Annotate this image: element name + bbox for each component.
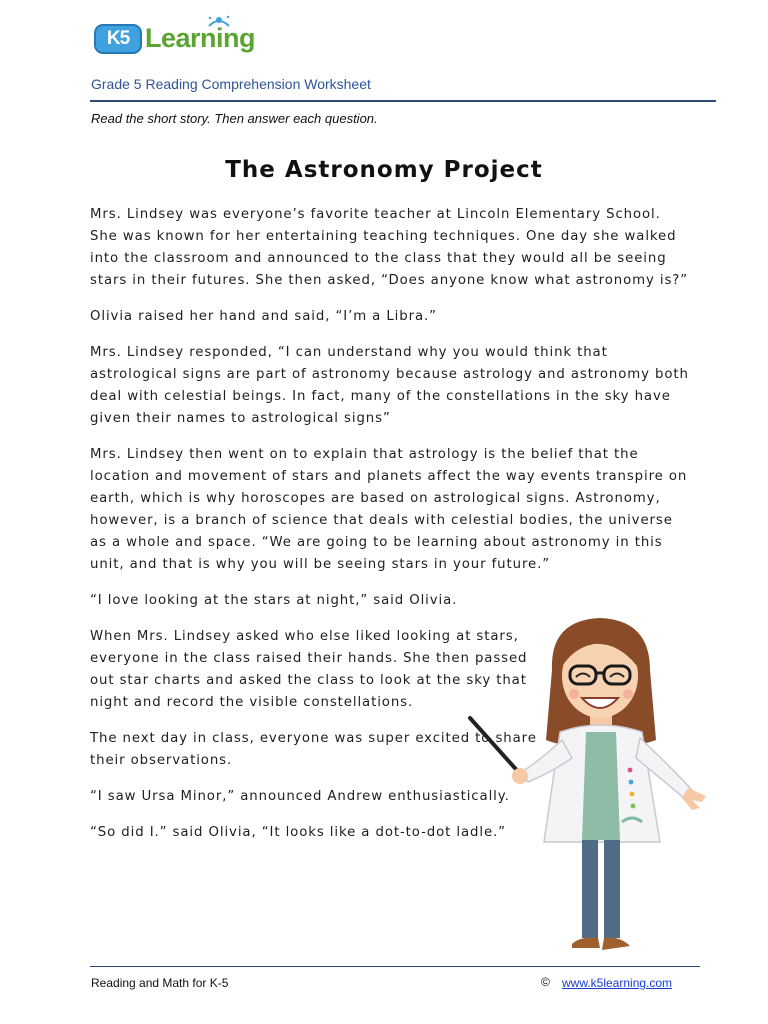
teacher-with-pointer-icon [460, 600, 715, 960]
story-paragraph: “So did I.” said Olivia, “It looks like a dot-to-dot ladle.” [90, 825, 506, 840]
story-paragraph: The next day in class, everyone was super excited to share their observations. [90, 731, 537, 768]
story-paragraph: Olivia raised her hand and said, “I’m a Libra.” [90, 309, 437, 324]
worksheet-subtitle: Grade 5 Reading Comprehension Worksheet [91, 76, 371, 92]
story-paragraph: “I love looking at the stars at night,” said Olivia. [90, 593, 458, 608]
website-link[interactable]: www.k5learning.com [562, 976, 673, 990]
story-paragraph: Mrs. Lindsey then went on to explain that astrology is the belief that the location and movement of stars and planets affect the way events transpire on earth, which is why horoscopes are based on astrological signs. Astronomy, however, is a branch of science that deals with celestial bodies, the universe as a whole and space. “We are going to be learning about astronomy in this unit, and that is why you will be seeing stars in your future.” [90, 447, 688, 572]
story-paragraph: When Mrs. Lindsey asked who else liked looking at stars, everyone in the class raised their hands. She then passed out star charts and asked the class to look at the sky that night and record the visible constellations. [90, 629, 528, 710]
header-divider [90, 100, 716, 102]
story-paragraph: Mrs. Lindsey responded, “I can understand why you would think that astrological signs are part of astronomy because astrology and astronomy both deal with celestial beings. In fact, many of the constellations in the sky have given their names to astrological signs” [90, 345, 689, 426]
copyright-symbol: © [541, 975, 550, 989]
logo-wordmark: Learning [145, 23, 256, 53]
instructions: Read the short story. Then answer each question. [91, 111, 378, 126]
logo-sprite-icon [204, 14, 234, 34]
story-paragraph: “I saw Ursa Minor,” announced Andrew enthusiastically. [90, 789, 510, 804]
story-paragraph: Mrs. Lindsey was everyone’s favorite teacher at Lincoln Elementary School. She was known for her entertaining teaching techniques. One day she walked into the classroom and announced to the class that they would all be seeing stars in their futures. She then asked, “Does anyone know what astronomy is?” [90, 207, 689, 288]
logo-badge: K5 [94, 24, 142, 54]
story-title: The Astronomy Project [225, 157, 543, 183]
footer-tagline: Reading and Math for K-5 [91, 976, 229, 990]
footer-divider [90, 966, 700, 967]
k5-learning-logo [92, 14, 262, 60]
